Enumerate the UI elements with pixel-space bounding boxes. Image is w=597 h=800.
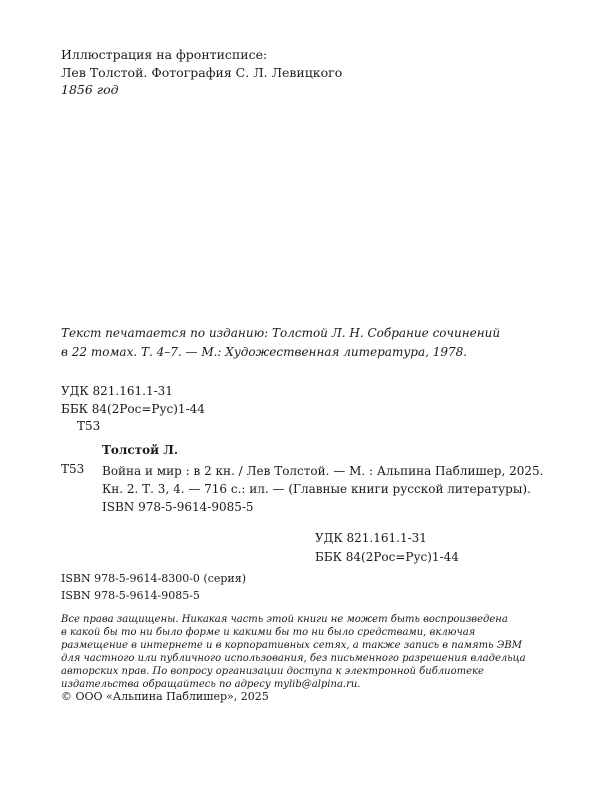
isbn-list <box>61 570 246 604</box>
catalog-bbk-code: ББК 84(2Рос=Рус)1-44 <box>315 550 459 564</box>
catalog-isbn: ISBN 978-5-9614-9085-5 <box>102 500 254 514</box>
rights-line-5: авторских прав. По вопросу организации доступа к электронной библиотеке <box>61 666 484 677</box>
frontispiece-year: 1856 год <box>61 82 119 97</box>
rights-line-2: в какой бы то ни было форме и какими бы то ни было средствами, включая <box>61 627 476 638</box>
frontispiece-photo-credit: Лев Толстой. Фотография С. Л. Левицкого <box>61 64 343 80</box>
udk-code: УДК 821.161.1-31 <box>61 384 173 398</box>
catalog-description-line-2: Кн. 2. Т. 3, 4. — 716 с.: ил. — (Главные книги русской литературы). <box>102 482 531 496</box>
rights-line-6: издательства обращайтесь по адресу mylib@alpina.ru. <box>61 679 361 690</box>
author-sign: Т53 <box>77 419 101 433</box>
source-edition-line-2: в 22 томах. Т. 4–7. — М.: Художественная литература, 1978. <box>61 345 468 359</box>
rights-notice <box>61 613 526 691</box>
catalog-udk-code: УДК 821.161.1-31 <box>315 531 427 545</box>
copyright-notice: © ООО «Альпина Паблишер», 2025 <box>61 690 269 703</box>
bbk-code: ББК 84(2Рос=Рус)1-44 <box>61 401 205 416</box>
rights-line-4: для частного или публичного использования, без письменного разрешения владельца <box>61 653 526 664</box>
catalog-classification <box>315 529 459 567</box>
frontispiece-note <box>61 46 342 99</box>
source-edition-note <box>61 324 500 362</box>
rights-line-3: размещение в интернете и в корпоративных сетях, а также запись в память ЭВМ <box>61 640 522 651</box>
rights-line-1: Все права защищены. Никакая часть этой книги не может быть воспроизведена <box>61 614 508 625</box>
catalog-description <box>102 462 543 498</box>
isbn-series: ISBN 978-5-9614-8300-0 (серия) <box>61 572 246 585</box>
catalog-sign: Т53 <box>61 462 85 476</box>
catalog-author: Толстой Л. <box>102 443 179 457</box>
catalog-description-line-1: Война и мир : в 2 кн. / Лев Толстой. — М. : Альпина Паблишер, 2025. <box>102 464 544 478</box>
isbn-book: ISBN 978-5-9614-9085-5 <box>61 589 200 602</box>
frontispiece-caption: Иллюстрация на фронтисписе: <box>61 47 268 62</box>
classification-block <box>61 383 205 436</box>
source-edition-line-1: Текст печатается по изданию: Толстой Л. Н. Собрание сочинений <box>61 326 501 340</box>
